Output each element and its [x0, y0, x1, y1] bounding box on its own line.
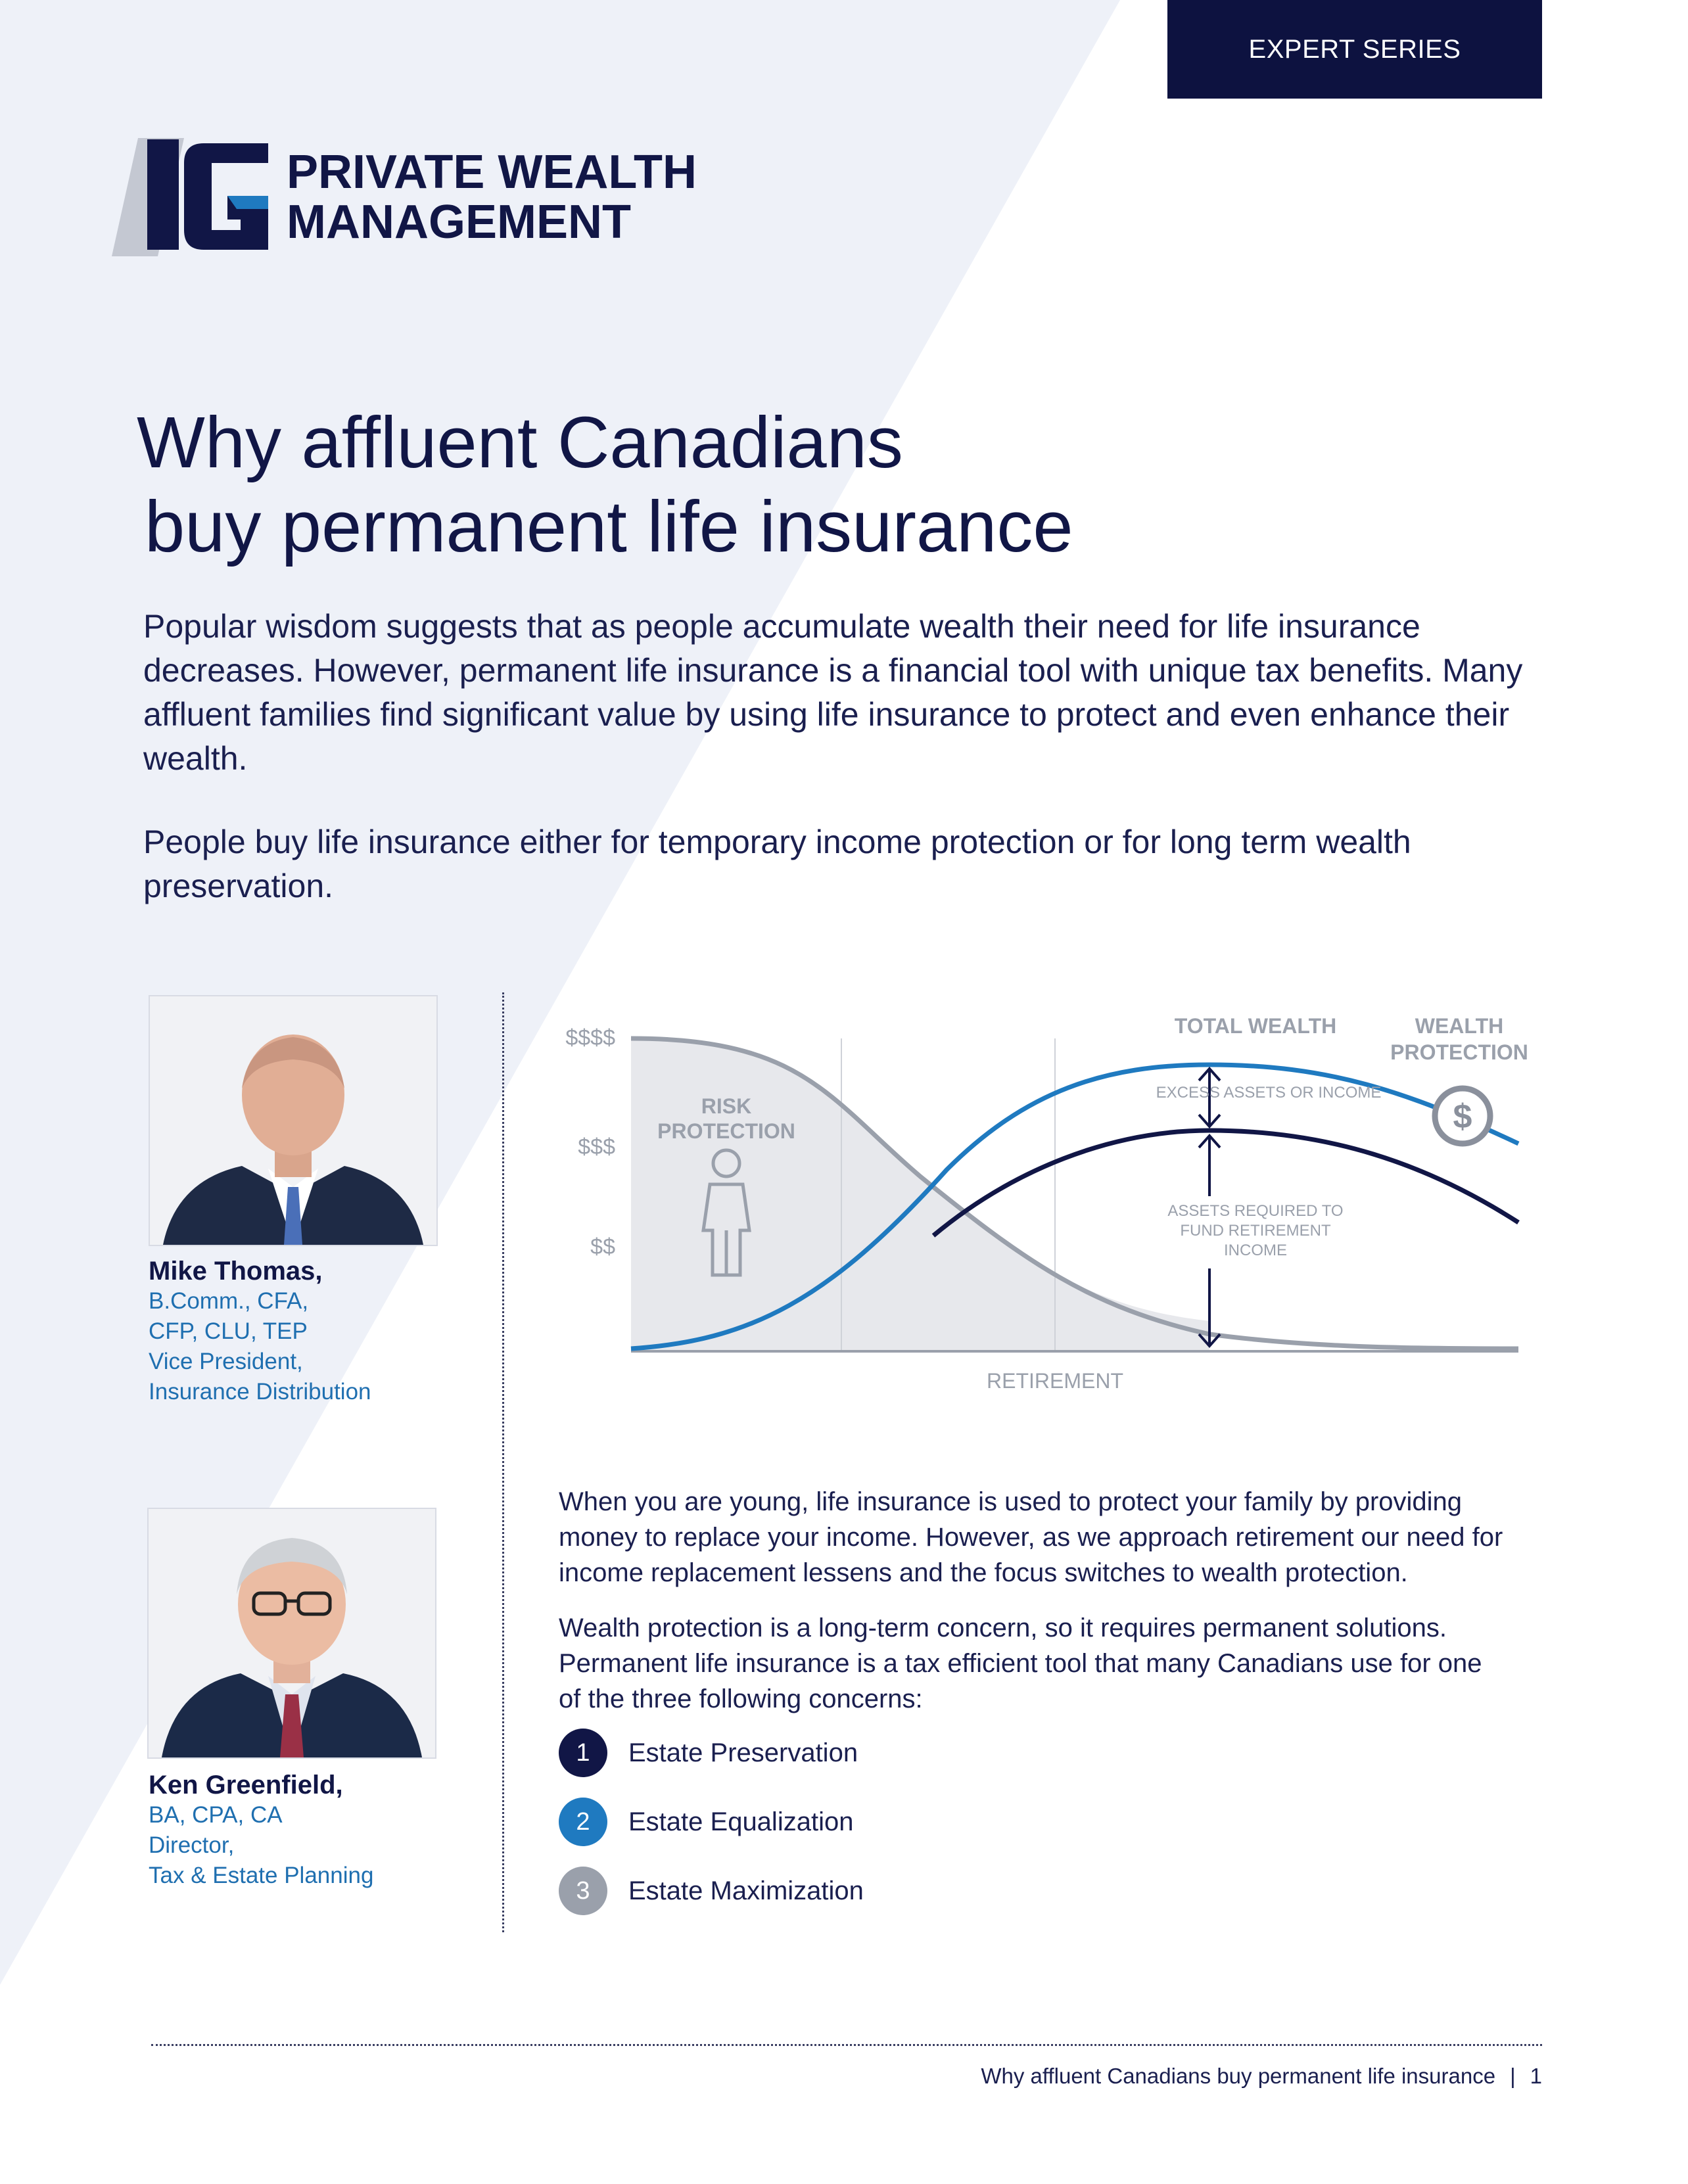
author-1-name: Mike Thomas, — [149, 1257, 323, 1286]
footer-rule — [151, 2044, 1542, 2046]
svg-text:$: $ — [1453, 1098, 1472, 1136]
risk-protection-label: PROTECTION — [657, 1119, 795, 1143]
total-wealth-label: TOTAL WEALTH — [1174, 1014, 1337, 1038]
body-text — [559, 1484, 1505, 1736]
author-1-department: Insurance Distribution — [149, 1379, 371, 1405]
list-item — [559, 1798, 853, 1846]
author-2-credential: BA, CPA, CA — [149, 1802, 283, 1828]
assets-required-curve — [933, 1130, 1518, 1236]
wealth-protection-diagram — [552, 999, 1551, 1420]
author-2-info — [149, 1771, 373, 1891]
footer-title: Why affluent Canadians buy permanent life insurance — [981, 2064, 1496, 2088]
wealth-protection-label: PROTECTION — [1390, 1040, 1528, 1064]
arrow-required — [1199, 1136, 1220, 1346]
author-2-name: Ken Greenfield, — [149, 1771, 343, 1800]
page-footer — [981, 2064, 1542, 2089]
list-item — [559, 1729, 858, 1777]
list-number-badge: 2 — [559, 1798, 607, 1846]
logo-wordmark — [287, 147, 697, 247]
retirement-label: RETIREMENT — [987, 1369, 1123, 1393]
author-photo-mike-thomas — [149, 995, 438, 1246]
list-label: Estate Equalization — [628, 1807, 854, 1836]
assets-required-label: FUND RETIREMENT — [1180, 1222, 1331, 1240]
list-label: Estate Preservation — [628, 1738, 858, 1767]
intro-paragraph-2: People buy life insurance either for temporary income protection or for long term wealth preservation. — [143, 824, 1411, 904]
badge-label: EXPERT SERIES — [1248, 34, 1461, 64]
page-number: 1 — [1530, 2064, 1542, 2088]
column-divider — [502, 992, 504, 1932]
title-line-2: buy permanent life insurance — [145, 486, 1073, 567]
author-1-credential: CFP, CLU, TEP — [149, 1318, 308, 1344]
risk-protection-area — [631, 1038, 1209, 1351]
y-label: $$$$ — [565, 1025, 615, 1050]
author-1-title: Vice President, — [149, 1349, 303, 1374]
author-1-credential: B.Comm., CFA, — [149, 1288, 309, 1314]
excess-assets-label: EXCESS ASSETS OR INCOME — [1156, 1084, 1382, 1102]
author-2-department: Tax & Estate Planning — [149, 1863, 374, 1888]
logo-line-1: PRIVATE WEALTH — [287, 146, 697, 198]
risk-protection-label: RISK — [701, 1094, 752, 1118]
author-photo-ken-greenfield — [147, 1508, 436, 1759]
author-2-title: Director, — [149, 1832, 235, 1858]
footer-separator: | — [1510, 2064, 1516, 2088]
list-number-badge: 3 — [559, 1867, 607, 1915]
dollar-icon — [1435, 1088, 1490, 1144]
page-title — [137, 401, 1073, 569]
title-line-1: Why affluent Canadians — [137, 402, 903, 483]
assets-required-label: INCOME — [1224, 1242, 1287, 1259]
expert-series-badge — [1167, 0, 1542, 99]
list-label: Estate Maximization — [628, 1876, 864, 1905]
body-paragraph-2: Wealth protection is a long-term concern, so it requires permanent solutions. Permanent life insurance is a tax efficient tool that many Canadians use for one of the three following concerns: — [559, 1614, 1482, 1713]
body-paragraph-1: When you are young, life insurance is used to protect your family by providing money to replace your income. However, as we approach retirement our need for income replacement lessens and the focus switches to wealth protection. — [559, 1487, 1503, 1587]
wealth-protection-label: WEALTH — [1415, 1014, 1504, 1038]
author-1-info — [149, 1257, 371, 1407]
y-label: $$$ — [578, 1134, 615, 1159]
intro-paragraph-1: Popular wisdom suggests that as people accumulate wealth their need for life insurance decreases. However, permanent life insurance is a financial tool with unique tax benefits. Many affluent families find significant value by using life insurance to protect and even enhance their wealth. — [143, 608, 1523, 777]
intro-text — [143, 605, 1537, 948]
list-number-badge: 1 — [559, 1729, 607, 1777]
logo-line-2: MANAGEMENT — [287, 196, 631, 248]
list-item — [559, 1867, 864, 1915]
assets-required-label: ASSETS REQUIRED TO — [1167, 1202, 1344, 1220]
y-label: $$ — [590, 1234, 615, 1259]
